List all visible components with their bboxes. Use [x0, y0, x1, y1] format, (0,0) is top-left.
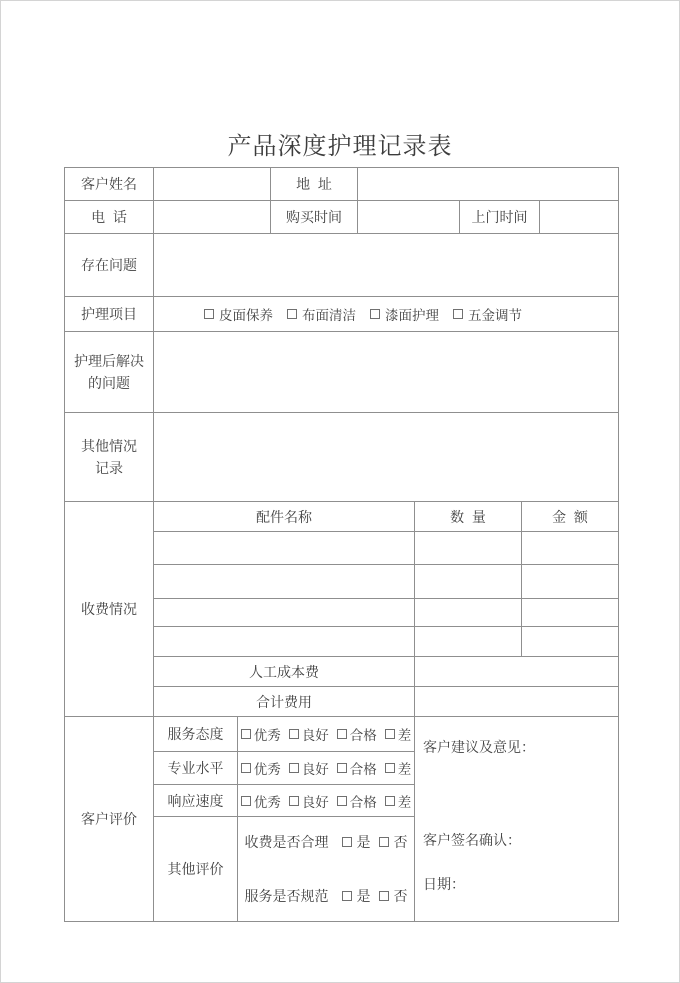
checkbox-icon: [370, 309, 380, 319]
quantity-cell[interactable]: [415, 565, 522, 599]
table-row: [65, 201, 619, 234]
other-records-label: 其他情况 记录: [65, 413, 154, 502]
checkbox-option-poor[interactable]: [385, 758, 412, 778]
checkbox-icon: [379, 837, 389, 847]
other-evaluation-questions-cell: [238, 817, 415, 922]
checkbox-icon: [379, 891, 389, 901]
part-name-cell[interactable]: [154, 627, 415, 657]
other-evaluation-label: 其他评价: [154, 817, 238, 922]
phone-label: 电 话: [65, 201, 154, 234]
checkbox-icon: [241, 763, 251, 773]
part-name-column-header: 配件名称: [154, 502, 415, 532]
care-items-options-cell: [154, 297, 619, 332]
checkbox-icon: [337, 763, 347, 773]
option-label: 差: [397, 794, 412, 810]
care-items-label: 护理项目: [65, 297, 154, 332]
checkbox-option-poor[interactable]: [385, 724, 412, 744]
question-label: 服务是否规范: [244, 888, 329, 904]
address-label: 地 址: [271, 168, 358, 201]
checkbox-option-leather-care[interactable]: [204, 304, 273, 324]
option-label: 五金调节: [468, 308, 522, 323]
checkbox-icon: [287, 309, 297, 319]
address-value-cell[interactable]: [358, 168, 619, 201]
table-row: [65, 717, 619, 752]
checkbox-icon: [289, 763, 299, 773]
checkbox-icon: [241, 796, 251, 806]
date-label: 日期：: [423, 876, 465, 892]
service-attitude-options-cell: [238, 717, 415, 752]
option-label: 良好: [301, 794, 329, 810]
checkbox-option-no[interactable]: [379, 832, 408, 852]
purchase-time-value-cell[interactable]: [358, 201, 460, 234]
purchase-time-label: 购买时间: [271, 201, 358, 234]
option-label: 优秀: [253, 762, 281, 777]
option-label: 否: [393, 888, 408, 904]
rating-checkbox-group: [238, 724, 414, 744]
professional-level-label: 专业水平: [154, 752, 238, 785]
option-label: 是: [356, 834, 371, 850]
checkbox-option-fabric-clean[interactable]: [287, 304, 356, 324]
checkbox-option-yes[interactable]: [342, 886, 371, 906]
checkbox-option-excellent[interactable]: [241, 758, 281, 778]
checkbox-option-excellent[interactable]: [241, 791, 281, 811]
rating-checkbox-group: [238, 758, 414, 778]
question-fee-reasonable: [238, 832, 414, 852]
option-label: 差: [397, 762, 412, 777]
checkbox-icon: [204, 309, 214, 319]
customer-name-value-cell[interactable]: [154, 168, 271, 201]
rating-checkbox-group: [238, 791, 414, 811]
option-label: 否: [393, 834, 408, 850]
option-label: 皮面保养: [219, 308, 273, 323]
checkbox-icon: [385, 763, 395, 773]
checkbox-icon: [241, 729, 251, 739]
checkbox-icon: [337, 729, 347, 739]
option-label: 差: [397, 728, 412, 743]
checkbox-option-pass[interactable]: [337, 724, 377, 744]
checkbox-option-good[interactable]: [289, 758, 329, 778]
option-label: 是: [356, 888, 371, 904]
visit-time-value-cell[interactable]: [540, 201, 619, 234]
checkbox-icon: [342, 837, 352, 847]
table-row: [65, 332, 619, 413]
checkbox-option-poor[interactable]: [385, 791, 412, 811]
checkbox-option-good[interactable]: [289, 791, 329, 811]
checkbox-option-excellent[interactable]: [241, 724, 281, 744]
checkbox-icon: [337, 796, 347, 806]
suggestion-label: 客户建议及意见：: [423, 739, 535, 755]
form-title: 产品深度护理记录表: [227, 133, 453, 160]
option-label: 良好: [301, 728, 329, 743]
phone-value-cell[interactable]: [154, 201, 271, 234]
checkbox-option-no[interactable]: [379, 886, 408, 906]
option-label: 合格: [349, 794, 377, 810]
checkbox-option-pass[interactable]: [337, 791, 377, 811]
charges-section-label: 收费情况: [65, 502, 154, 717]
professional-level-options-cell: [238, 752, 415, 785]
labor-cost-value-cell[interactable]: [415, 657, 619, 687]
checkbox-icon: [289, 796, 299, 806]
total-cost-value-cell[interactable]: [415, 687, 619, 717]
visit-time-label: 上门时间: [460, 201, 540, 234]
checkbox-option-paint-care[interactable]: [370, 304, 439, 324]
amount-cell[interactable]: [522, 532, 619, 565]
checkbox-icon: [385, 729, 395, 739]
option-label: 布面清洁: [302, 308, 356, 323]
solved-problems-value-cell[interactable]: [154, 332, 619, 413]
quantity-cell[interactable]: [415, 627, 522, 657]
table-row: [65, 502, 619, 532]
amount-cell[interactable]: [522, 627, 619, 657]
question-service-standard: [238, 886, 414, 906]
checkbox-option-pass[interactable]: [337, 758, 377, 778]
checkbox-icon: [453, 309, 463, 319]
other-records-value-cell[interactable]: [154, 413, 619, 502]
total-cost-label: 合计费用: [154, 687, 415, 717]
option-label: 优秀: [253, 794, 281, 810]
part-name-cell[interactable]: [154, 599, 415, 627]
table-row: [65, 234, 619, 297]
quantity-cell[interactable]: [415, 532, 522, 565]
solved-problems-label: 护理后解决 的问题: [65, 332, 154, 413]
existing-problems-value-cell[interactable]: [154, 234, 619, 297]
amount-column-header: 金 额: [522, 502, 619, 532]
checkbox-icon: [385, 796, 395, 806]
customer-feedback-cell: [415, 717, 619, 922]
part-name-cell[interactable]: [154, 565, 415, 599]
option-label: 良好: [301, 762, 329, 777]
option-label: 优秀: [253, 728, 281, 743]
response-speed-options-cell: [238, 785, 415, 817]
signature-label: 客户签名确认：: [423, 832, 521, 848]
evaluation-section-label: 客户评价: [65, 717, 154, 922]
option-label: 漆面护理: [385, 308, 439, 323]
part-name-cell[interactable]: [154, 532, 415, 565]
option-label: 合格: [349, 728, 377, 743]
table-row: [65, 168, 619, 201]
care-items-checkbox-group: [154, 304, 618, 324]
existing-problems-label: 存在问题: [65, 234, 154, 297]
labor-cost-label: 人工成本费: [154, 657, 415, 687]
table-row: [65, 297, 619, 332]
quantity-column-header: 数 量: [415, 502, 522, 532]
care-record-table: [64, 167, 619, 922]
option-label: 合格: [349, 762, 377, 777]
checkbox-icon: [289, 729, 299, 739]
checkbox-option-hardware-adjust[interactable]: [453, 304, 522, 324]
checkbox-option-good[interactable]: [289, 724, 329, 744]
response-speed-label: 响应速度: [154, 785, 238, 817]
checkbox-option-yes[interactable]: [342, 832, 371, 852]
table-row: [65, 413, 619, 502]
service-attitude-label: 服务态度: [154, 717, 238, 752]
amount-cell[interactable]: [522, 599, 619, 627]
question-label: 收费是否合理: [244, 834, 329, 850]
checkbox-icon: [342, 891, 352, 901]
customer-name-label: 客户姓名: [65, 168, 154, 201]
amount-cell[interactable]: [522, 565, 619, 599]
quantity-cell[interactable]: [415, 599, 522, 627]
